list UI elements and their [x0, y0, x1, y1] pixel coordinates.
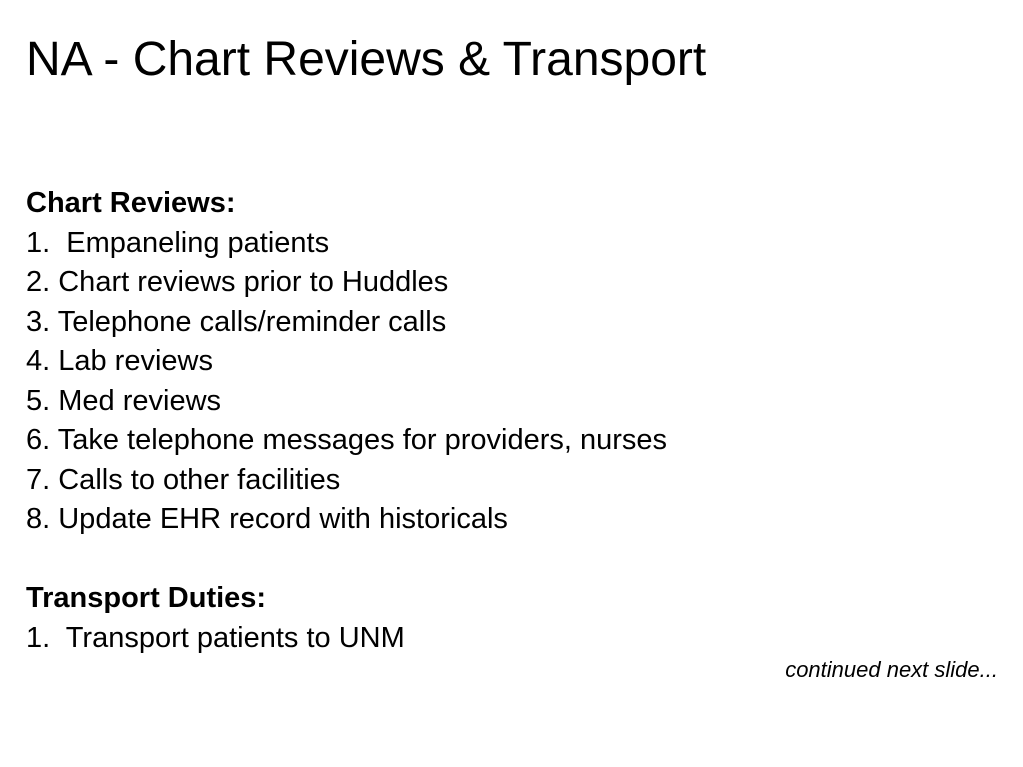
list-item: 4. Lab reviews [26, 345, 213, 377]
chart-reviews-list [26, 224, 667, 540]
list-item: 3. Telephone calls/reminder calls [26, 305, 447, 338]
list-item: 1. Empaneling patients [26, 226, 330, 259]
section-heading: Chart Reviews: [26, 187, 236, 219]
list-item: 5. Med reviews [26, 384, 222, 417]
list-item: 6. Take telephone messages for providers, nurses [26, 424, 668, 456]
transport-duties-list [26, 619, 667, 659]
section-spacer [26, 540, 667, 580]
section-transport-duties [26, 579, 667, 658]
list-item: 2. Chart reviews prior to Huddles [26, 266, 449, 298]
continued-note: continued next slide... [785, 657, 998, 682]
section-chart-reviews [26, 184, 667, 540]
list-item: 7. Calls to other facilities [26, 463, 341, 496]
slide-title: NA - Chart Reviews & Transport [26, 33, 707, 86]
list-item: 8. Update EHR record with historicals [26, 503, 508, 535]
section-heading: Transport Duties: [26, 582, 267, 614]
list-item: 1. Transport patients to UNM [26, 621, 405, 654]
slide-body [26, 184, 667, 658]
